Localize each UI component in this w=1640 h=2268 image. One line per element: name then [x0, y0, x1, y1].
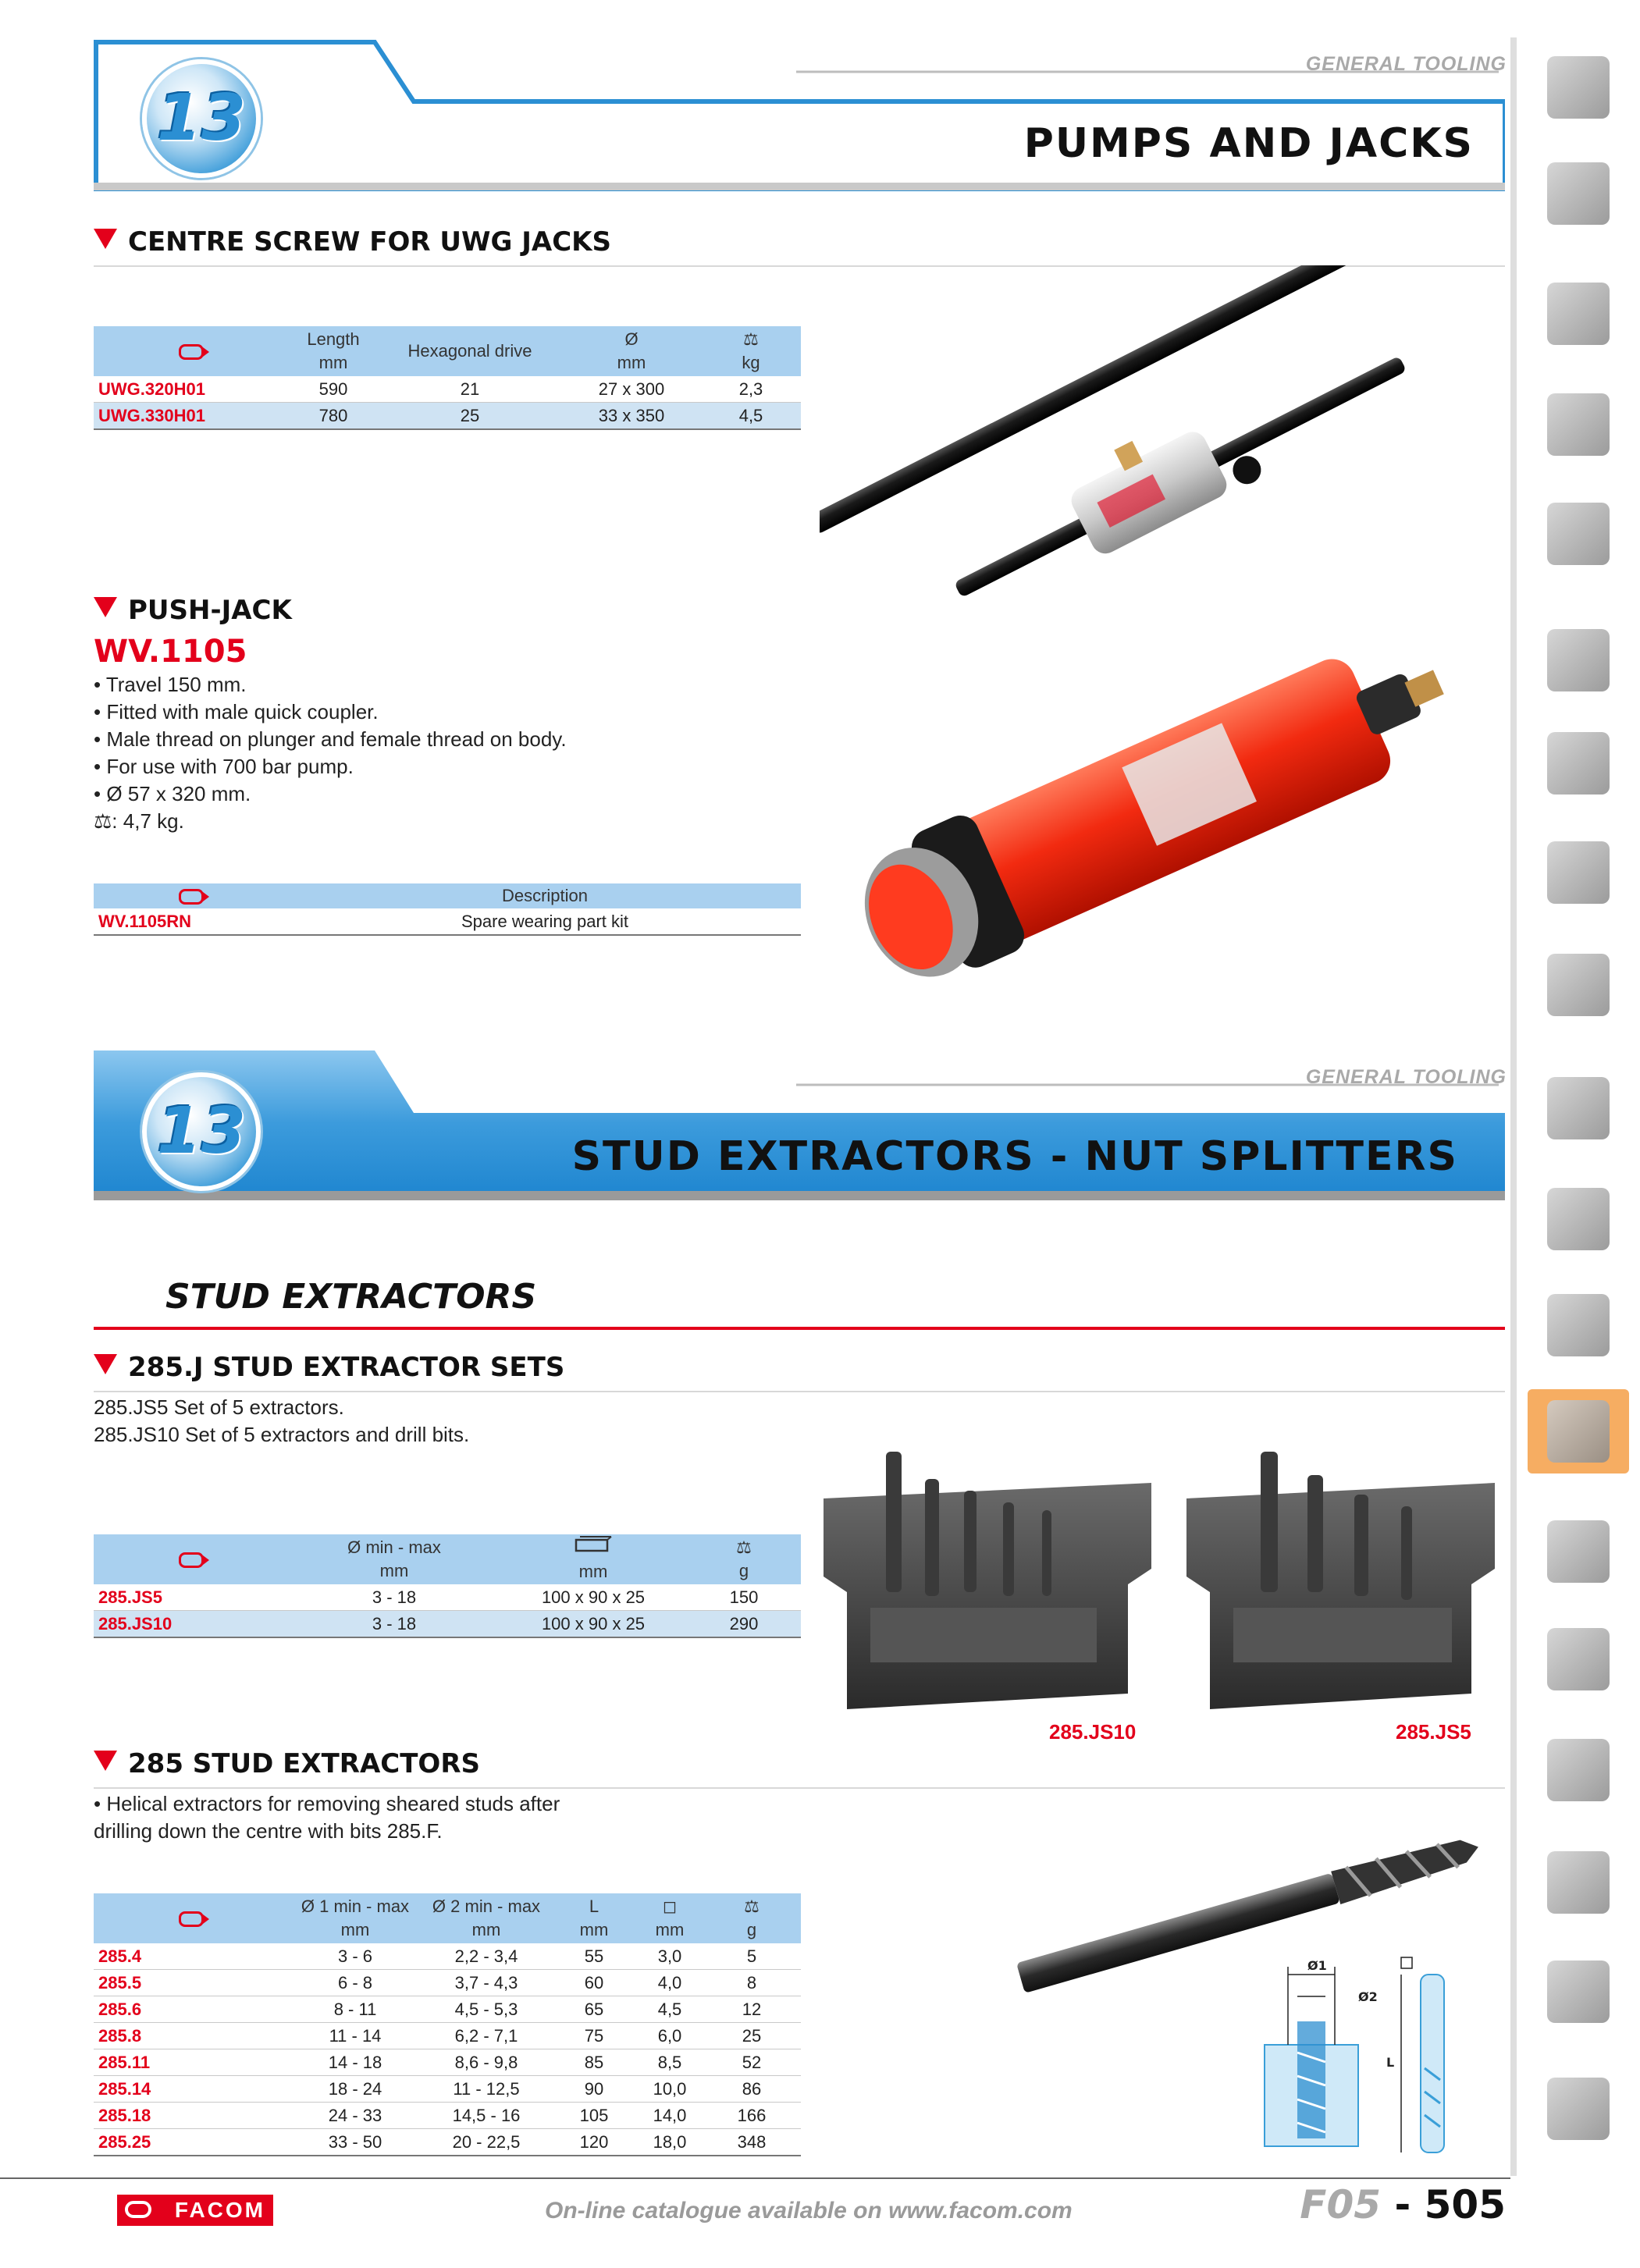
ref-cell: 285.JS10 [94, 1611, 289, 1638]
hammer-icon[interactable] [1528, 1177, 1629, 1261]
cell: 3 - 18 [289, 1611, 500, 1638]
cell: 8 [703, 1970, 801, 1996]
table-row [94, 2023, 801, 2049]
saw-icon[interactable] [1528, 1283, 1629, 1367]
section-banner-stud-extractors [94, 1050, 1505, 1199]
extractor-pliers-icon[interactable] [1528, 1389, 1629, 1473]
cell: 166 [703, 2103, 801, 2129]
car-icon[interactable] [1528, 2067, 1629, 2151]
cell: 120 [551, 2129, 637, 2156]
rail-bar [1510, 37, 1517, 2176]
cell: 100 x 90 x 25 [500, 1584, 687, 1611]
cell: 21 [378, 376, 562, 403]
col-description: Description [289, 883, 801, 908]
cell: 14,5 - 16 [422, 2103, 551, 2129]
feature-line: ⚖: 4,7 kg. [94, 809, 184, 833]
col-weight: ⚖ kg [701, 326, 801, 376]
toolbox-icon[interactable] [1528, 382, 1629, 467]
cell: 86 [703, 2076, 801, 2103]
cell: 5 [703, 1943, 801, 1970]
cell: 18,0 [637, 2129, 703, 2156]
ref-arrow-icon [179, 1552, 204, 1568]
col-weight: ⚖ g [687, 1534, 801, 1584]
ref-cell: UWG.320H01 [94, 376, 289, 403]
section-number-badge: 13 [142, 59, 261, 178]
ref-cell: 285.8 [94, 2023, 289, 2049]
centre-screw-image [820, 265, 1491, 624]
section-banner-pumps-jacks [94, 37, 1505, 186]
section-title: PUMPS AND JACKS [1023, 120, 1474, 167]
square-drive-icon: ◻ [662, 1897, 678, 1916]
cell: 10,0 [637, 2076, 703, 2103]
caption-js10: 285.JS10 [1049, 1720, 1137, 1744]
cell: 3,0 [637, 1943, 703, 1970]
push-jack-table [94, 883, 801, 936]
table-row [94, 1584, 801, 1611]
wrench-icon[interactable] [1528, 492, 1629, 576]
triangle-bullet-icon [94, 1751, 117, 1771]
screwdriver-icon[interactable] [1528, 721, 1629, 805]
col-diameter-range: Ø min - max mm [289, 1534, 500, 1584]
cell: 4,5 [701, 403, 801, 430]
page-number: F05 - 505 [1300, 2182, 1506, 2227]
cell: 12 [703, 1996, 801, 2023]
cell: 3 - 6 [289, 1943, 422, 1970]
online-catalogue-note: On-line catalogue available on www.facom.com [545, 2198, 1073, 2224]
category-label: GENERAL TOOLING [1305, 53, 1507, 75]
socket-icon[interactable] [1528, 618, 1629, 702]
stud-extractors-table [94, 1893, 801, 2156]
aircraft-icon[interactable] [1528, 1728, 1629, 1812]
electronics-icon[interactable] [1528, 1950, 1629, 2034]
section-title: STUD EXTRACTORS - NUT SPLITTERS [571, 1133, 1458, 1180]
col-ref [94, 1534, 289, 1584]
cell: 6,2 - 7,1 [422, 2023, 551, 2049]
section-number-badge: 13 [142, 1072, 261, 1191]
cell: 52 [703, 2049, 801, 2076]
ref-cell: 285.6 [94, 1996, 289, 2023]
electrical-icon[interactable] [1528, 1840, 1629, 1925]
cell: 348 [703, 2129, 801, 2156]
cell: 8,5 [637, 2049, 703, 2076]
cell: 150 [687, 1584, 801, 1611]
cell: 11 - 14 [289, 2023, 422, 2049]
cell: 25 [703, 2023, 801, 2049]
centre-screw-table [94, 326, 801, 430]
col-length: L mm [551, 1893, 637, 1943]
caption-js5: 285.JS5 [1396, 1720, 1471, 1744]
ref-cell: 285.18 [94, 2103, 289, 2129]
heading-extractor-sets: 285.J STUD EXTRACTOR SETS [94, 1352, 1505, 1392]
table-row [94, 1611, 801, 1638]
heading-centre-screw: CENTRE SCREW FOR UWG JACKS [94, 226, 1505, 267]
cell: 20 - 22,5 [422, 2129, 551, 2156]
table-row [94, 2103, 801, 2129]
triangle-bullet-icon [94, 1354, 117, 1374]
cell: 100 x 90 x 25 [500, 1611, 687, 1638]
table-row [94, 1970, 801, 1996]
push-jack-ref: WV.1105 [94, 634, 247, 670]
hex-key-icon[interactable] [1528, 830, 1629, 915]
cell: 90 [551, 2076, 637, 2103]
description-line: 285.JS10 Set of 5 extractors and drill bits. [94, 1423, 470, 1446]
cell: 24 - 33 [289, 2103, 422, 2129]
category-label: GENERAL TOOLING [1305, 1066, 1507, 1088]
description-line: 285.JS5 Set of 5 extractors. [94, 1395, 344, 1419]
cell: 85 [551, 2049, 637, 2076]
table-row [94, 908, 801, 935]
table-row [94, 2049, 801, 2076]
table-row [94, 2129, 801, 2156]
rack-js5 [1186, 1452, 1495, 1709]
ref-cell: 285.11 [94, 2049, 289, 2076]
extractors-description [94, 1790, 560, 1845]
weight-icon: ⚖ [736, 1537, 752, 1557]
cell: 75 [551, 2023, 637, 2049]
banner-frame [94, 37, 1505, 194]
cell: 4,0 [637, 1970, 703, 1996]
cell: 2,3 [701, 376, 801, 403]
extractor-sets-table [94, 1534, 801, 1638]
cell: 55 [551, 1943, 637, 1970]
workbench-icon[interactable] [1528, 272, 1629, 356]
feature-line: • Fitted with male quick coupler. [94, 700, 379, 723]
col-weight: ⚖ g [703, 1893, 801, 1943]
cell: 290 [687, 1611, 801, 1638]
cell: 14 - 18 [289, 2049, 422, 2076]
triangle-bullet-icon [94, 229, 117, 249]
cell: 4,5 - 5,3 [422, 1996, 551, 2023]
rack-js10 [824, 1452, 1151, 1709]
cell: 8 - 11 [289, 1996, 422, 2023]
cell: 65 [551, 1996, 637, 2023]
red-divider [94, 1327, 1505, 1330]
label-l: L [1386, 2055, 1395, 2070]
label-d1: Ø1 [1307, 1958, 1327, 1973]
cell: 14,0 [637, 2103, 703, 2129]
table-row [94, 376, 801, 403]
table-row [94, 1996, 801, 2023]
ref-cell: 285.4 [94, 1943, 289, 1970]
col-hex-drive: Hexagonal drive [378, 326, 562, 376]
cell: 33 x 350 [562, 403, 701, 430]
col-case-dimensions: mm [500, 1534, 687, 1584]
tape-measure-icon[interactable] [1528, 1066, 1629, 1150]
weight-icon: ⚖ [743, 329, 759, 349]
tool-cabinet-icon[interactable] [1528, 151, 1629, 236]
ref-cell: 285.JS5 [94, 1584, 289, 1611]
cell: 33 - 50 [289, 2129, 422, 2156]
cell: 2,2 - 3,4 [422, 1943, 551, 1970]
category-rail [1510, 37, 1640, 2176]
col-length: Length mm [289, 326, 378, 376]
col-diameter: Ø mm [562, 326, 701, 376]
cell: Spare wearing part kit [289, 908, 801, 935]
ref-cell: 285.5 [94, 1970, 289, 1996]
cell: 18 - 24 [289, 2076, 422, 2103]
cell: 8,6 - 9,8 [422, 2049, 551, 2076]
cell: 6 - 8 [289, 1970, 422, 1996]
ref-arrow-icon [179, 344, 204, 360]
extractor-diagram [1249, 1951, 1483, 2162]
case-dimensions-icon [574, 1535, 613, 1554]
workstation-icon[interactable] [1528, 45, 1629, 130]
ref-cell: UWG.330H01 [94, 403, 289, 430]
description-line: drilling down the centre with bits 285.F. [94, 1819, 443, 1843]
push-jack-features [94, 671, 567, 835]
col-d2: Ø 2 min - max mm [422, 1893, 551, 1943]
cell: 590 [289, 376, 378, 403]
col-square: ◻ mm [637, 1893, 703, 1943]
banner-frame [94, 1050, 1505, 1207]
table-row [94, 2076, 801, 2103]
feature-line: • Male thread on plunger and female thread on body. [94, 727, 567, 751]
cell: 4,5 [637, 1996, 703, 2023]
cell: 6,0 [637, 2023, 703, 2049]
cell: 27 x 300 [562, 376, 701, 403]
cell: 780 [289, 403, 378, 430]
pipe-wrench-icon[interactable] [1528, 1617, 1629, 1701]
sets-description [94, 1394, 469, 1449]
cell: 3,7 - 4,3 [422, 1970, 551, 1996]
extractor-sets-image [824, 1436, 1503, 1733]
ref-arrow-icon [179, 889, 204, 905]
cell: 105 [551, 2103, 637, 2129]
cell: 11 - 12,5 [422, 2076, 551, 2103]
feature-line: • For use with 700 bar pump. [94, 755, 354, 778]
feature-line: • Ø 57 x 320 mm. [94, 782, 251, 805]
impact-wrench-icon[interactable] [1528, 1509, 1629, 1594]
ref-cell: 285.14 [94, 2076, 289, 2103]
heading-push-jack: PUSH-JACK [94, 595, 1505, 634]
col-ref [94, 1893, 289, 1943]
subsection-title: STUD EXTRACTORS [165, 1277, 537, 1317]
label-d2: Ø2 [1358, 1989, 1378, 2004]
ref-cell: 285.25 [94, 2129, 289, 2156]
table-row [94, 403, 801, 430]
col-ref [94, 326, 289, 376]
col-d1: Ø 1 min - max mm [289, 1893, 422, 1943]
ref-arrow-icon [179, 1911, 204, 1927]
feature-line: • Travel 150 mm. [94, 673, 247, 696]
cell: 60 [551, 1970, 637, 1996]
heading-stud-extractors: 285 STUD EXTRACTORS [94, 1748, 1505, 1789]
weight-icon: ⚖ [744, 1897, 760, 1916]
ref-cell: WV.1105RN [94, 908, 289, 935]
table-row [94, 1943, 801, 1970]
facom-logo: FACOM [117, 2195, 273, 2226]
cell: 25 [378, 403, 562, 430]
footer-divider [0, 2177, 1510, 2179]
push-jack-image [812, 624, 1499, 983]
pliers-icon[interactable] [1528, 943, 1629, 1027]
cell: 3 - 18 [289, 1584, 500, 1611]
triangle-bullet-icon [94, 597, 117, 617]
description-line: • Helical extractors for removing sheared studs after [94, 1792, 560, 1815]
col-ref [94, 883, 289, 908]
facom-mark-icon [125, 2201, 151, 2218]
